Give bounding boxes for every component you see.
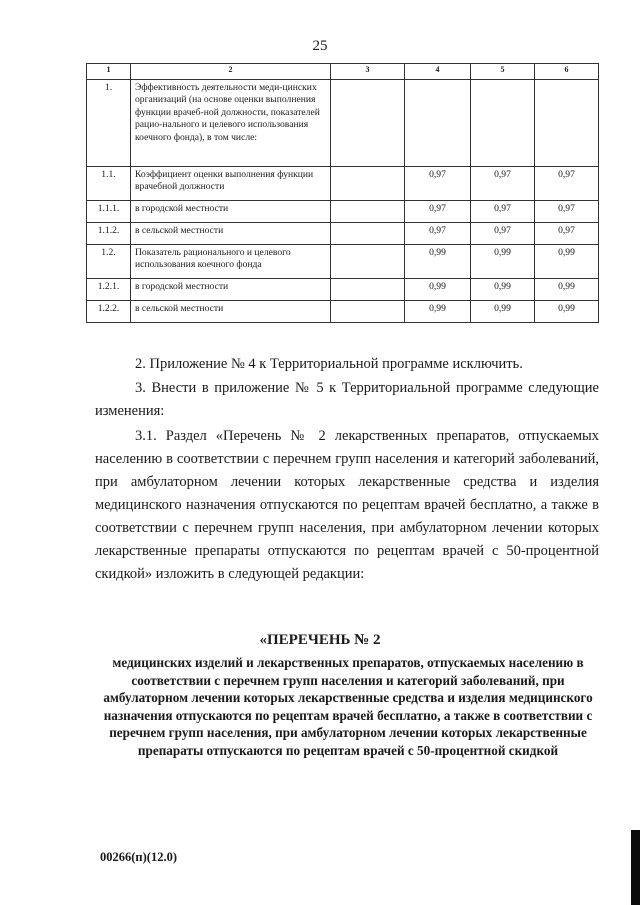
row-description: в городской местности bbox=[131, 201, 331, 223]
row-description: Коэффициент оценки выполнения функции врачебной должности bbox=[131, 167, 331, 201]
row-number: 1.2.1. bbox=[87, 279, 131, 301]
table-header-cell: 3 bbox=[331, 64, 405, 80]
row-description: Показатель рационального и целевого использования коечного фонда bbox=[131, 245, 331, 279]
empty-cell bbox=[331, 201, 405, 223]
row-number: 1.1.1. bbox=[87, 201, 131, 223]
value-cell: 0,97 bbox=[471, 201, 535, 223]
indicators-table bbox=[86, 63, 599, 323]
empty-cell bbox=[331, 167, 405, 201]
row-number: 1.1.2. bbox=[87, 223, 131, 245]
value-cell: 0,99 bbox=[471, 245, 535, 279]
value-cell: 0,97 bbox=[471, 167, 535, 201]
value-cell: 0,97 bbox=[405, 223, 471, 245]
row-number: 1.2.2. bbox=[87, 301, 131, 323]
table-row bbox=[87, 167, 599, 201]
row-number: 1.2. bbox=[87, 245, 131, 279]
table-header-row bbox=[87, 64, 599, 80]
value-cell: 0,97 bbox=[471, 223, 535, 245]
paragraph-item-3: 3. Внести в приложение № 5 к Территориальной программе следующие изменения: bbox=[95, 380, 599, 419]
value-cell: 0,97 bbox=[405, 201, 471, 223]
value-cell: 0,99 bbox=[405, 245, 471, 279]
empty-cell bbox=[331, 223, 405, 245]
value-cell: 0,99 bbox=[471, 301, 535, 323]
empty-cell bbox=[331, 245, 405, 279]
value-cell: 0,97 bbox=[535, 201, 599, 223]
table-header-cell: 1 bbox=[87, 64, 131, 80]
value-cell: 0,99 bbox=[535, 301, 599, 323]
table-header-cell: 5 bbox=[471, 64, 535, 80]
value-cell bbox=[405, 80, 471, 167]
page-number: 25 bbox=[312, 38, 328, 54]
table-header-cell: 6 bbox=[535, 64, 599, 80]
row-number: 1.1. bbox=[87, 167, 131, 201]
value-cell bbox=[535, 80, 599, 167]
empty-cell bbox=[331, 279, 405, 301]
value-cell: 0,97 bbox=[535, 167, 599, 201]
empty-cell bbox=[331, 301, 405, 323]
table-row bbox=[87, 201, 599, 223]
table-row bbox=[87, 223, 599, 245]
value-cell: 0,97 bbox=[535, 223, 599, 245]
value-cell: 0,99 bbox=[535, 279, 599, 301]
empty-cell bbox=[331, 80, 405, 167]
value-cell: 0,99 bbox=[471, 279, 535, 301]
row-description: в сельской местности bbox=[131, 223, 331, 245]
table-row bbox=[87, 80, 599, 167]
value-cell bbox=[471, 80, 535, 167]
table-row bbox=[87, 279, 599, 301]
row-description: в сельской местности bbox=[131, 301, 331, 323]
paragraph-item-2: 2. Приложение № 4 к Территориальной программе исключить. bbox=[135, 356, 523, 372]
row-description: Эффективность деятельности меди-цинских организаций (на основе оценки выполнения функции врачеб-ной должности, показателей рацио-нального и целевого использования коечного фонда), в том числе: bbox=[131, 80, 331, 167]
scan-artifact bbox=[631, 830, 640, 905]
document-code: 00266(п)(12.0) bbox=[100, 850, 177, 864]
table-header-cell: 4 bbox=[405, 64, 471, 80]
value-cell: 0,99 bbox=[405, 279, 471, 301]
table-row bbox=[87, 301, 599, 323]
table-header-cell: 2 bbox=[131, 64, 331, 80]
value-cell: 0,99 bbox=[535, 245, 599, 279]
paragraph-item-3-1: 3.1. Раздел «Перечень № 2 лекарственных препаратов, отпускаемых населению в соответствии с перечнем групп населения и категорий заболеваний, при амбулаторном лечении которых лекарственные средства и изделия медицинского назначения отпускаются по рецептам врачей бесплатно, а также в соответствии с перечнем групп населения, при амбулаторном лечении которых лекарственные препараты отпускаются по рецептам врачей с 50-процентной скидкой» изложить в следующей редакции: bbox=[95, 428, 599, 582]
row-number: 1. bbox=[87, 80, 131, 167]
list-heading-title: «ПЕРЕЧЕНЬ № 2 bbox=[259, 632, 381, 648]
value-cell: 0,97 bbox=[405, 167, 471, 201]
table-row bbox=[87, 245, 599, 279]
list-heading-body: медицинских изделий и лекарственных препаратов, отпускаемых населению в соответствии с перечнем групп населения и категорий заболеваний, при амбулаторном лечении которых лекарственные средства и изделия медицинского назначения отпускаются по рецептам врачей бесплатно, а также в соответствии с перечнем групп населения, при амбулаторном лечении которых лекарственные препараты отпускаются по рецептам врачей с 50-процентной скидкой bbox=[103, 655, 593, 758]
value-cell: 0,99 bbox=[405, 301, 471, 323]
row-description: в городской местности bbox=[131, 279, 331, 301]
